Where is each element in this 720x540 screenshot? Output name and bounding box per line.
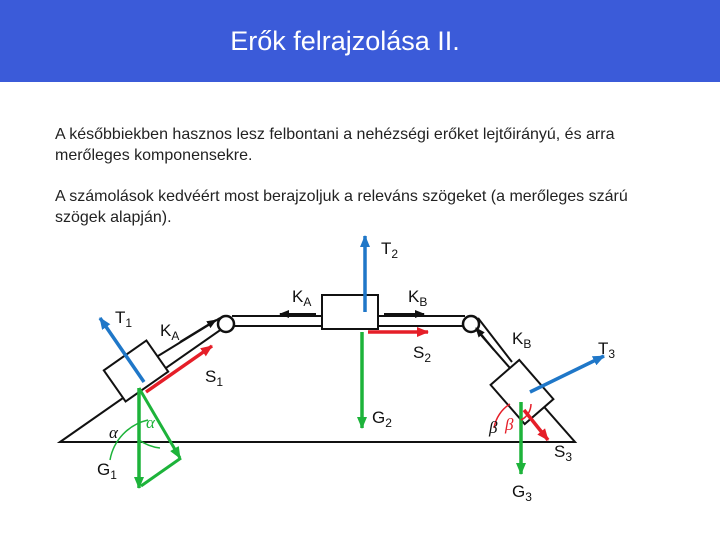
label-KB-right: $K_B$ (512, 329, 532, 351)
force-T3 (530, 356, 604, 392)
label-S1: $S_1$ (205, 367, 224, 389)
label-alpha-force: α (146, 413, 155, 432)
force-KA-left (180, 320, 216, 342)
angles-paragraph: A számolások kedvéért most berajzoljuk a releváns szögeket (a merőleges szárú szögek alapján). (55, 188, 628, 226)
label-G1: $G_1$ (97, 460, 117, 482)
label-S2: $S_2$ (413, 343, 432, 365)
label-T1: $T_1$ (115, 308, 133, 330)
force-KB-right (476, 328, 494, 350)
label-KA-top: $K_A$ (292, 287, 312, 309)
label-T2: $T_2$ (381, 239, 399, 261)
label-KB-top: $K_B$ (408, 287, 428, 309)
label-G2: $G_2$ (372, 408, 392, 430)
label-beta-force: β (505, 415, 514, 434)
force-G1-parallel (141, 458, 181, 486)
label-alpha-slope: α (109, 423, 118, 442)
block-middle (322, 295, 378, 329)
slide-title: Erők felrajzolása II. (230, 26, 460, 56)
intro-paragraph: A későbbiekben hasznos lesz felbontani a nehézségi erőket lejtőirányú, és arra merőleges komponensekre. (55, 126, 615, 164)
label-G3: $G_3$ (512, 482, 532, 504)
label-S3: $S_3$ (554, 442, 573, 464)
rope-right (478, 318, 512, 362)
label-KA-left: $K_A$ (160, 321, 180, 343)
label-T3: $T_3$ (598, 339, 616, 361)
label-beta-slope: β (489, 418, 498, 437)
left-pulley (218, 316, 234, 332)
